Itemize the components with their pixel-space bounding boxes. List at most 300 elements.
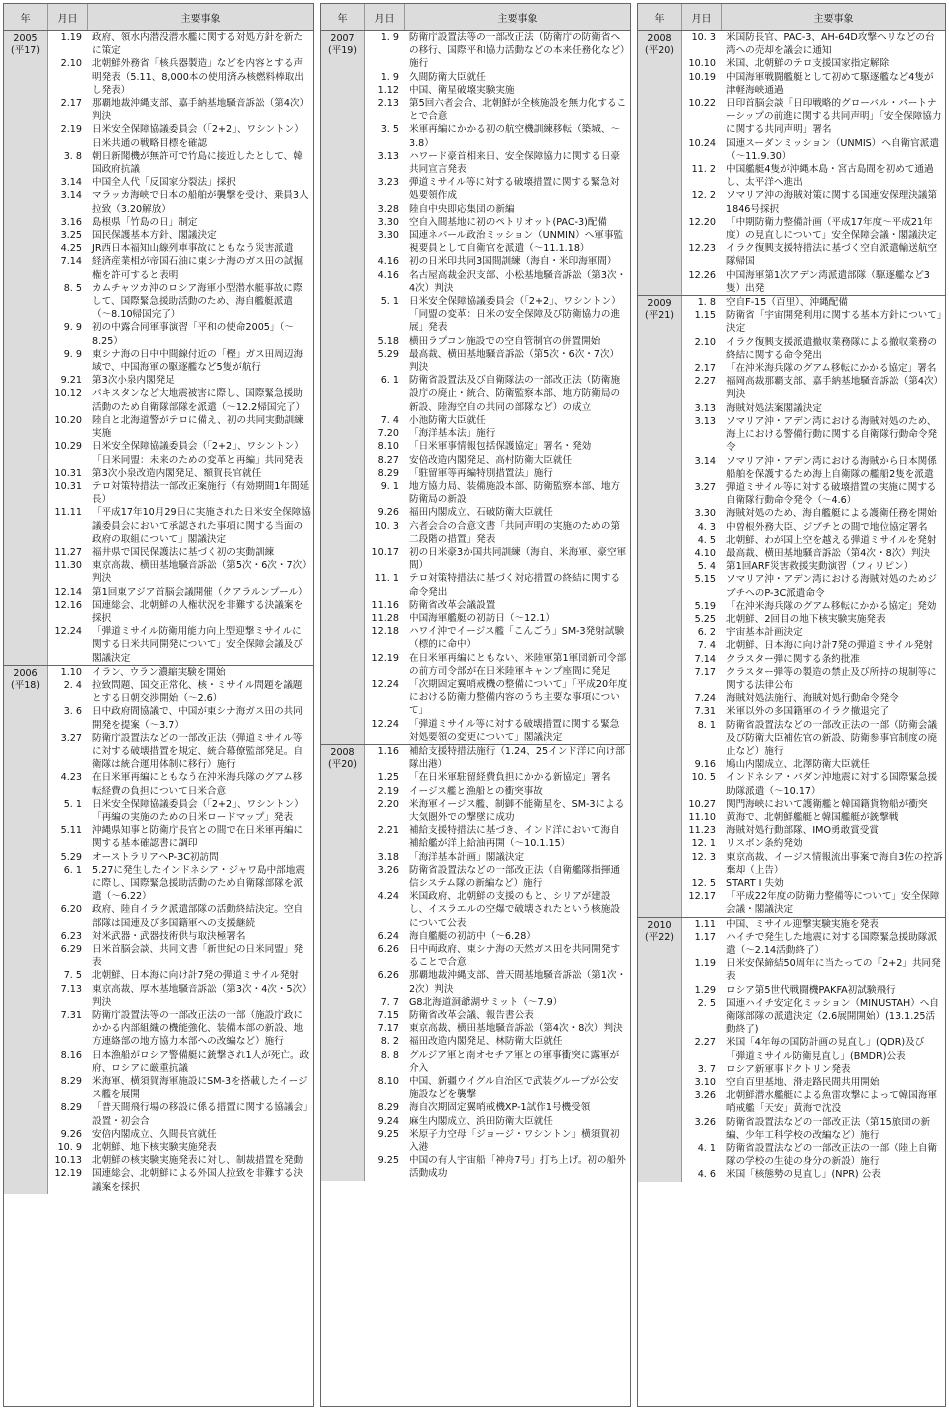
event-date: 3. 6 (63, 706, 82, 718)
event-text: 米国「4年毎の国防計画の見直し」(QDR)及び「弾道ミサイル防衛見直し」(BMDR)公表 (726, 1037, 925, 1062)
event-date: 5. 4 (697, 561, 716, 573)
event-row (365, 996, 630, 1009)
event-date: 12.18 (371, 626, 399, 638)
event-date: 4.25 (60, 243, 82, 255)
event-date: 10.24 (688, 137, 716, 149)
event-date: 4. 1 (697, 1143, 716, 1155)
event-date: 7.14 (694, 653, 716, 665)
event-text: 中国海軍戦闘艦艇として初めて駆逐艦など4隻が津軽海峡通過 (726, 71, 934, 96)
year-label: 2008 (330, 746, 355, 758)
event-date: 7.15 (377, 1010, 399, 1022)
event-date: 2.19 (377, 785, 399, 797)
event-text: 日中両政府、東シナ海の天然ガス田を共同開発することで合意 (409, 944, 621, 969)
event-row (682, 1116, 945, 1142)
event-text: テロ対策特措法に基づく対応措置の終結に関する命令発出 (409, 573, 621, 598)
year-label: 2008 (647, 33, 672, 44)
event-text: イラク復興支援特措法に基づく空自派遣輸送航空隊帰国 (726, 243, 938, 268)
event-row (682, 481, 945, 507)
event-date: 9. 9 (63, 322, 82, 334)
table-header (4, 4, 313, 31)
event-row (682, 1168, 945, 1181)
event-text: 米軍再編にかかる初の航空機訓練移転（築城、～3.8） (409, 124, 621, 149)
event-text: 「海洋基本法」施行 (409, 428, 496, 440)
event-date: 10.19 (688, 71, 716, 83)
event-row (48, 374, 313, 387)
event-date: 1.19 (694, 958, 716, 970)
event-date: 12.24 (371, 678, 399, 690)
event-row (365, 520, 630, 546)
event-text: イラク復興支援派遣撤収業務隊による撤収業務の終結に関する命令発出 (726, 336, 938, 361)
event-date: 12. 5 (691, 878, 716, 889)
event-date: 3.14 (694, 455, 716, 467)
event-row (682, 242, 945, 268)
year-cell (638, 296, 682, 917)
event-row (682, 573, 945, 599)
event-text: 北朝鮮、わが国上空を越える弾道ミサイルを発射 (726, 534, 937, 546)
event-text: 米原子力空母「ジョージ・ワシントン」横須賀初入港 (409, 1128, 620, 1154)
event-date: 1.12 (377, 84, 399, 96)
event-date: 7.31 (60, 1010, 82, 1022)
header-date: 月日 (48, 4, 88, 30)
event-date: 7.31 (694, 706, 716, 718)
event-text: 中国海軍第1次アデン湾派遣部隊（駆逐艦など3隻）出発 (726, 269, 930, 294)
event-row (682, 163, 945, 189)
event-date: 4. 6 (697, 1169, 716, 1181)
event-date: 1.16 (377, 745, 399, 757)
event-text: 第1回ARF災害救援実動演習（フィリピン） (726, 561, 914, 573)
event-date: 12. 2 (691, 190, 716, 202)
event-date: 2.17 (694, 363, 716, 375)
event-row (682, 31, 945, 57)
event-list (682, 31, 945, 295)
event-date: 6. 2 (697, 627, 716, 639)
event-text: クラスター弾に関する条約批准 (726, 653, 861, 665)
event-text: 名古屋高裁金沢支部、小松基地騒音訴訟（第3次・4次）判決 (409, 269, 627, 294)
event-text: 「日米軍事情報包括保護協定」署名・発効 (409, 441, 592, 453)
event-row (48, 189, 313, 215)
event-row (682, 402, 945, 415)
event-text: 米海軍イージス艦、制御不能衛星を、SM-3による大気圏外での撃墜に成功 (409, 798, 625, 823)
event-date: 10. 9 (57, 1142, 82, 1154)
event-text: 久間防衛大臣就任 (409, 71, 486, 83)
event-row (682, 57, 945, 70)
event-row (682, 639, 945, 652)
event-row (682, 918, 945, 931)
event-text: イージス艦と漁船との衝突事故 (409, 785, 543, 797)
event-date: 5.29 (60, 851, 82, 863)
event-date: 10.22 (688, 98, 716, 110)
event-list (682, 918, 945, 1182)
event-date: 2.17 (60, 98, 82, 110)
event-row (365, 546, 630, 572)
event-row (48, 559, 313, 585)
event-text: 日米安保締結50周年に当たっての「2+2」共同発表 (726, 958, 941, 983)
event-row (365, 203, 630, 216)
header-year: 年 (638, 4, 682, 30)
event-row (365, 97, 630, 123)
event-text: 防衛省改革会議、報告書公表 (409, 1010, 534, 1022)
event-text: 防衛省設置法などの一部改正法の一部（防衛会議及び防衛大臣補佐官の新設、防衛参事官制度の廃止など）施行 (726, 719, 938, 757)
event-text: 防衛省設置法などの一部改正法（第15旅団の新編、少年工科学校の改編など）施行 (726, 1116, 931, 1141)
event-text: 小池防衛大臣就任 (409, 414, 486, 426)
event-text: 海賊対処法施行、海賊対処行動命令発令 (726, 693, 899, 705)
event-date: 3.30 (377, 216, 399, 228)
event-list (48, 31, 313, 665)
event-row (682, 296, 945, 309)
event-text: 地方協力局、装備施設本部、防衛監察本部、地方防衛局の新設 (409, 480, 621, 506)
event-row (365, 374, 630, 414)
era-label: (平19) (327, 45, 357, 56)
event-row (365, 255, 630, 268)
event-row (48, 414, 313, 440)
event-row (48, 1101, 313, 1127)
event-text: テロ対策特措法一部改正案施行（有効期間1年間延長） (92, 480, 310, 506)
event-text: ロシア新軍事ドクトリン発表 (726, 1063, 851, 1075)
event-date: 2.27 (694, 1037, 716, 1049)
event-date: 4. 5 (697, 534, 716, 546)
event-row (365, 1022, 630, 1035)
event-date: 3. 7 (697, 1063, 716, 1075)
event-row (48, 864, 313, 904)
era-label: (平20) (327, 758, 357, 770)
event-row (682, 455, 945, 481)
event-row (682, 547, 945, 560)
event-date: 7. 5 (63, 970, 82, 982)
event-row (365, 348, 630, 374)
event-text: 中国全人代「反国家分裂法」採択 (92, 177, 236, 189)
event-row (365, 84, 630, 97)
event-text: 防衛庁設置法等の一部改正法の一部（施設庁政にかかる内部組織の機能強化、装備本部の新設、地方連絡部の地方協力本部への改編など）施行 (92, 1010, 304, 1048)
event-text: 「海洋基本計画」閣議決定 (409, 851, 525, 863)
event-text: マラッカ海峡で日本の船舶が襲撃を受け、乗員3人拉致（3.20解放） (92, 190, 309, 215)
event-date: 8. 8 (380, 1049, 399, 1061)
event-text: 安倍改造内閣発足、高村防衛大臣就任 (409, 454, 573, 466)
event-text: 陸自と北海道警がテロに備え、初の共同実動訓練実施 (92, 414, 304, 440)
event-text: 中国、新疆ウイグル自治区で武装グループが公安施設などを襲撃 (409, 1076, 619, 1101)
event-text: 日米首脳会談、共同文書「新世紀の日米同盟」発表 (92, 944, 304, 969)
event-text: 防衛省設置法及び自衛隊法の一部改正法（防衛施設庁の廃止・統合、防衛監察本部、地方防衛局の新設、陸海空自の共同の部隊など）の成立 (409, 375, 621, 413)
year-block (321, 31, 630, 745)
event-date: 9.26 (60, 1128, 82, 1140)
year-label: 2006 (13, 667, 38, 679)
event-date: 5.11 (60, 825, 82, 837)
event-row (682, 375, 945, 401)
event-text: オーストラリアへP-3C初訪問 (92, 851, 219, 863)
year-block (4, 31, 313, 666)
event-date: 7.14 (60, 256, 82, 268)
event-row (682, 705, 945, 718)
event-text: 北朝鮮外務省「核兵器製造」などを内容とする声明発表（5.11、8,000本の使用済み核燃料棒取出し発表） (92, 58, 304, 96)
event-row (48, 97, 313, 123)
event-date: 4. 3 (697, 521, 716, 533)
event-row (365, 1035, 630, 1048)
event-row (48, 705, 313, 731)
event-row (682, 309, 945, 335)
event-date: 12.26 (688, 269, 716, 281)
event-row (48, 824, 313, 850)
event-list (365, 31, 630, 744)
event-date: 11.10 (688, 811, 716, 823)
event-date: 2.27 (694, 376, 716, 388)
event-text: 中曽根外務大臣、ジブチとの間で地位協定署名 (726, 521, 928, 533)
event-date: 2.10 (60, 58, 82, 70)
event-text: 第5回六者会合、北朝鮮が全核施設を無力化することで合意 (409, 98, 627, 123)
event-row (48, 57, 313, 97)
event-date: 3.30 (694, 508, 716, 520)
event-date: 10.12 (54, 388, 82, 400)
event-date: 6. 1 (63, 864, 82, 876)
event-row (682, 771, 945, 797)
event-date: 8.10 (377, 441, 399, 453)
event-text: 海自艦艇の初訪中（～6.28） (409, 930, 536, 942)
event-row (365, 216, 630, 229)
event-date: 4.16 (377, 256, 399, 268)
event-text: 補給支援特措法に基づき、インド洋において海自補給艦が洋上給油再開（～10.1.15） (409, 825, 620, 850)
event-text: 最高裁、横田基地騒音訴訟（第4次・8次）判決 (726, 547, 931, 559)
event-date: 9. 1 (380, 480, 399, 492)
event-date: 10.13 (54, 1155, 82, 1167)
event-text: クラスター弾等の製造の禁止及び所持の規制等に関する法律公布 (726, 666, 937, 691)
year-label: 2007 (330, 33, 355, 44)
event-row (365, 427, 630, 440)
event-date: 8.27 (377, 454, 399, 466)
event-text: 六者会合の合意文書「共同声明の実施のための第二段階の措置」発表 (409, 520, 621, 545)
event-text: 米軍以外の多国籍軍のイラク撤退完了 (726, 706, 890, 718)
year-block (638, 296, 945, 918)
event-row (365, 71, 630, 84)
year-block (638, 918, 945, 1182)
era-label: (平22) (644, 931, 674, 943)
event-date: 12.23 (688, 243, 716, 255)
event-text: 中国海軍艦艇の初訪日（～12.1） (409, 612, 556, 624)
event-text: 空自入間基地に初のペトリオット(PAC-3)配備 (409, 216, 608, 228)
event-date: 3.18 (377, 851, 399, 863)
event-date: 7.17 (377, 1023, 399, 1035)
event-date: 3.14 (60, 177, 82, 189)
event-text: 北朝鮮潜水艦艇による魚雷攻撃によって韓国海軍哨戒艦「天安」黄海で沈没 (726, 1090, 938, 1115)
event-text: 福井県で国民保護法に基づく初の実動訓練 (92, 546, 275, 558)
event-text: 政府、領水内潜没潜水艦に関する対処方針を新たに策定 (92, 32, 304, 57)
event-row (48, 176, 313, 189)
event-date: 11.27 (54, 546, 82, 558)
event-row (365, 785, 630, 798)
event-date: 5.19 (694, 600, 716, 612)
event-text: 日米安全保障協議委員会（「2+2」、ワシントン）日米共通の戦略目標を確認 (92, 124, 304, 149)
event-text: 「次期固定翼哨戒機の整備について」「平成20年度における防衛力整備内容のうち主要な事項について」 (409, 678, 628, 717)
event-text: 麻生内閣成立、浜田防衛大臣就任 (409, 1115, 553, 1127)
event-row (365, 440, 630, 453)
event-date: 10.17 (371, 546, 399, 558)
event-date: 3.10 (694, 1077, 716, 1089)
event-date: 12.24 (54, 626, 82, 638)
event-row (365, 1049, 630, 1075)
year-block (638, 31, 945, 296)
event-row (365, 480, 630, 506)
event-text: グルジア軍と南オセチア軍との軍事衝突に露軍が介入 (409, 1049, 620, 1074)
event-text: 国連総会、北朝鮮の人権状況を非難する決議案を採択 (92, 599, 304, 624)
event-row (48, 1154, 313, 1167)
event-date: 10. 5 (691, 772, 716, 784)
event-date: 9.21 (60, 375, 82, 387)
event-row (682, 1142, 945, 1168)
event-row (365, 572, 630, 598)
event-date: 7. 4 (380, 414, 399, 426)
event-date: 8.29 (377, 467, 399, 479)
event-text: 東シナ海の日中中間線付近の「樫」ガス田周辺海域で、中国海軍の駆逐艦など5隻が航行 (92, 348, 304, 374)
event-date: 3.25 (60, 230, 82, 242)
event-date: 1.10 (60, 666, 82, 678)
event-text: 「在日米軍駐留経費負担にかかる新協定」署名 (409, 772, 611, 784)
event-row (682, 957, 945, 983)
event-row (682, 824, 945, 837)
event-list (48, 666, 313, 1194)
event-text: 東京高裁、厚木基地騒音訴訟（第3次・4次・5次）判決 (92, 983, 307, 1008)
event-row (365, 824, 630, 850)
event-row (48, 255, 313, 281)
event-text: 初の日米豪3か国共同訓練（海自、米海軍、豪空軍間） (409, 546, 627, 572)
event-date: 9.16 (694, 759, 716, 771)
event-row (682, 613, 945, 626)
event-text: ソマリア沖の海賊対策に関する国連安保理決議第1846号採択 (726, 190, 938, 215)
event-date: 2.13 (377, 98, 399, 110)
event-text: 国連総会、北朝鮮による外国人拉致を非難する決議案を採択 (92, 1168, 304, 1193)
event-row (365, 467, 630, 480)
event-row (365, 969, 630, 995)
event-text: 沖縄県知事と防衛庁長官との間で在日米軍再編に関する基本確認書に調印 (92, 825, 304, 850)
event-row (48, 440, 313, 466)
event-text: 北朝鮮、地下核実験実施発表 (92, 1142, 217, 1154)
event-row (48, 625, 313, 665)
event-date: 12. 1 (691, 838, 716, 850)
event-row (365, 229, 630, 255)
event-date: 3.27 (694, 481, 716, 493)
event-text: 初の日米印共同3国間訓練（海自・米印海軍間） (409, 256, 617, 268)
event-row (365, 123, 630, 149)
event-text: 宇宙基本計画決定 (726, 627, 803, 639)
event-row (682, 997, 945, 1037)
event-row (682, 931, 945, 957)
event-text: パキスタンなど大地震被害に際し、国際緊急援助活動のため自衛隊部隊を派遣（～12.2帰国完了） (92, 388, 306, 413)
year-block (321, 745, 630, 1181)
event-date: 10. 3 (691, 32, 716, 43)
event-date: 9.25 (377, 1128, 399, 1140)
event-row (48, 480, 313, 506)
event-text: 海賊対処行動部隊、IMO勇敢賞受賞 (726, 825, 879, 837)
event-text: 東京高裁、横田基地騒音訴訟（第5次・6次・7次）判決 (92, 560, 307, 585)
event-text: START I 失効 (726, 878, 784, 889)
event-date: 8.16 (60, 1049, 82, 1061)
event-row (365, 599, 630, 612)
event-row (48, 321, 313, 347)
event-date: 3.26 (377, 864, 399, 876)
event-row (365, 454, 630, 467)
event-date: 3.26 (694, 1116, 716, 1128)
event-date: 12.19 (371, 652, 399, 664)
event-date: 3. 5 (380, 124, 399, 136)
event-date: 3.13 (377, 150, 399, 162)
event-row (682, 507, 945, 520)
event-text: 海自次期固定翼哨戒機XP-1試作1号機受領 (409, 1102, 591, 1114)
event-text: 在日米軍再編にともない、米陸軍第1軍団新司令部の前方司令部が在日米陸軍キャンプ座間に発足 (409, 652, 627, 677)
event-row (48, 546, 313, 559)
event-date: 12. 3 (691, 851, 716, 863)
event-row (365, 414, 630, 427)
event-row (48, 983, 313, 1009)
event-row (682, 798, 945, 811)
event-date: 4.16 (377, 269, 399, 281)
event-date: 7.20 (377, 428, 399, 440)
event-date: 12.14 (54, 586, 82, 598)
event-date: 7.17 (694, 666, 716, 678)
event-date: 3.13 (694, 415, 716, 427)
event-row (682, 189, 945, 215)
event-date: 2.10 (694, 336, 716, 348)
event-text: 陸自中央即応集団の新編 (409, 203, 515, 215)
event-text: 防衛庁設置法などの一部改正法（弾道ミサイル等に対する破壊措置を規定、統合幕僚監部発足。自衛隊は統合運用体制に移行）施行 (92, 732, 304, 771)
event-text: 防衛庁設置法等の一部改正法（防衛庁の防衛省への移行、国際平和協力活動などの本来任務化など）施行 (409, 32, 625, 70)
event-date: 5.25 (694, 613, 716, 625)
event-row (48, 1009, 313, 1049)
event-date: 8.29 (377, 1102, 399, 1114)
event-row (682, 653, 945, 666)
event-text: 中国、ミサイル迎撃実験実施を発表 (726, 918, 879, 930)
event-text: 第3次小泉改造内閣発足、額賀長官就任 (92, 467, 262, 479)
event-text: 国民保護基本方針、閣議決定 (92, 230, 217, 242)
event-row (365, 745, 630, 771)
event-row (682, 692, 945, 705)
event-text: ハイチで発生した地震に対する国際緊急援助隊派遣（～2.14活動終了） (726, 931, 938, 957)
event-text: リスボン条約発効 (726, 838, 803, 850)
event-row (682, 851, 945, 877)
event-text: 北朝鮮、日本海に向け計7発の弾道ミサイル発射 (726, 640, 933, 652)
event-date: 12.16 (54, 599, 82, 611)
event-row (48, 943, 313, 969)
event-date: 6.29 (60, 944, 82, 956)
event-row (365, 798, 630, 824)
event-text: 「平成22年度の防衛力整備等について」安全保障会議・閣議決定 (726, 891, 940, 916)
event-row (682, 837, 945, 850)
era-label: (平17) (10, 45, 40, 56)
event-date: 4.10 (694, 547, 716, 559)
event-date: 2.19 (60, 124, 82, 136)
event-text: 島根県「竹島の日」制定 (92, 216, 198, 228)
event-text: 日米安全保障協議委員会（「2+2」、ワシントン）「同盟の変革：日米の安全保障及び防衛協力の進展」発表 (409, 296, 621, 334)
event-text: JR西日本福知山線列車事故にともなう災害派遣 (92, 243, 294, 255)
event-date: 2. 5 (697, 997, 716, 1009)
year-label: 2009 (647, 298, 672, 310)
event-text: 「弾道ミサイル等に対する破壊措置に関する緊急対処要領の変更について」閣議決定 (409, 718, 620, 743)
event-text: 米国政府、北朝鮮の支援のもと、シリアが建設し、イスラエルの空爆で破壊されたという核施設について公表 (409, 891, 620, 929)
event-date: 9. 9 (63, 348, 82, 360)
event-text: 空自百里基地、滑走路民間共用開始 (726, 1077, 880, 1089)
event-text: 北朝鮮、2回目の地下核実験実施発表 (726, 613, 886, 625)
event-date: 10.20 (54, 414, 82, 426)
event-row (48, 150, 313, 176)
event-text: 那覇地裁沖縄支部、嘉手納基地騒音訴訟（第4次）判決 (92, 98, 310, 123)
event-date: 11.30 (54, 560, 82, 572)
event-text: 福田改造内閣発足、林防衛大臣就任 (409, 1036, 563, 1048)
event-date: 1.17 (694, 931, 716, 943)
event-row (682, 560, 945, 573)
event-row (48, 1141, 313, 1154)
event-date: 10.31 (54, 467, 82, 479)
header-event: 主要事象 (813, 13, 854, 25)
event-row (682, 1063, 945, 1076)
event-date: 4.24 (377, 891, 399, 903)
year-cell (638, 31, 682, 295)
event-date: 12.20 (688, 216, 716, 228)
event-row (48, 506, 313, 546)
